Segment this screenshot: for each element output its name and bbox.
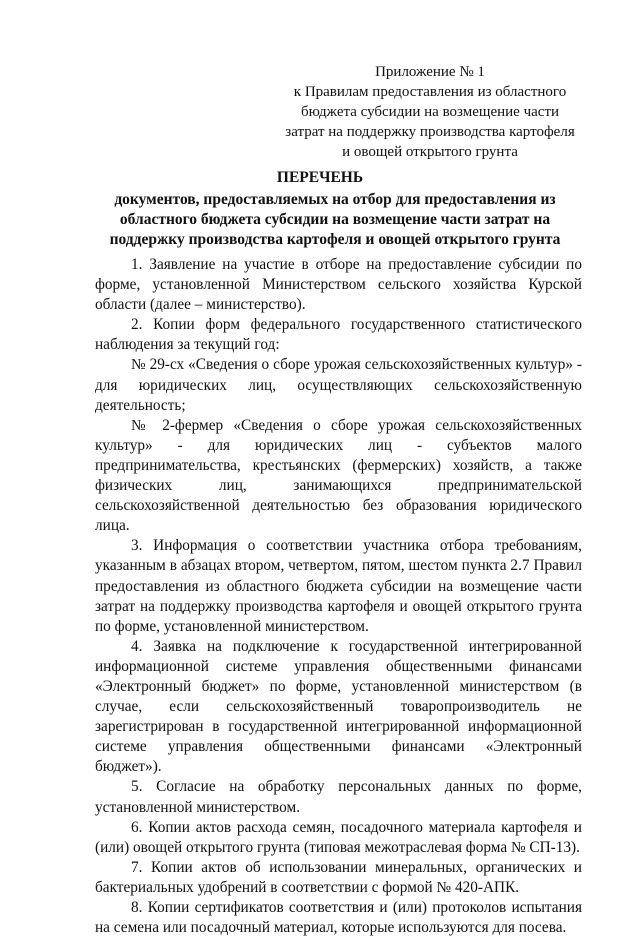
appendix-line: затрат на поддержку производства картофеля [285,124,575,140]
list-item: 4. Заявка на подключение к государственной интегрированной информационной системе управления общественными финансами «Электронный бюджет» по форме, установленной министерством (в случае, если сельскохозяйственный товаропроизводитель не зарегистрирован в государственной интегрированной информационной системе управления общественными финансами «Электронный бюджет»). [95,637,582,776]
appendix-line: бюджета субсидии на возмещение части [300,104,560,120]
list-item: 6. Копии актов расхода семян, посадочного материала картофеля и (или) овощей открытого грунта (типовая межотраслевая форма № СП-13). [95,818,582,856]
subtitle-line: поддержку производства картофеля и овощей открытого грунта [109,231,561,248]
subtitle-line: документов, предоставляемых на отбор для предоставления из [114,191,556,208]
document-title: ПЕРЕЧЕНЬ [276,169,364,186]
list-item: № 2-фермер «Сведения о сборе урожая сельскохозяйственных культур» - для юридических лиц - субъектов малого предпринимательства, крестьянских (фермерских) хозяйств, а также физических лиц, занимающихся предпринимательской сельскохозяйственной деятельностью без образования юридического лица. [95,416,582,535]
list-item: 3. Информация о соответствии участника отбора требованиям, указанным в абзацах втором, четвертом, пятом, шестом пункта 2.7 Правил предоставления из областного бюджета субсидии на возмещение части затрат на поддержку производства картофеля и овощей открытого грунта по форме, установленной министерством. [95,537,582,635]
appendix-line: к Правилам предоставления из областного [293,84,567,100]
list-item: 7. Копии актов об использовании минеральных, органических и бактериальных удобрений в соответствии с формой № 420-АПК. [95,858,582,896]
list-item: 5. Согласие на обработку персональных данных по форме, установленной министерством. [95,778,582,816]
appendix-header [270,62,590,162]
appendix-line: и овощей открытого грунта [342,144,518,160]
list-item: 2. Копии форм федерального государственного статистического наблюдения за текущий год: [95,316,582,354]
list-item: 8. Копии сертификатов соответствия и (или) протоколов испытания на семена или посадочный материал, которые используются для посева. [95,899,582,937]
subtitle-line: областного бюджета субсидии на возмещение части затрат на [119,211,551,228]
appendix-line: Приложение № 1 [375,64,485,80]
list-item: № 29-сх «Сведения о сборе урожая сельскохозяйственных культур» - для юридических лиц, осуществляющих сельскохозяйственную деятельность; [95,356,582,414]
document-subtitle [95,190,575,250]
list-item: 1. Заявление на участие в отборе на предоставление субсидии по форме, установленной Министерством сельского хозяйства Курской области (далее – министерство). [95,256,582,314]
document-body [95,255,582,938]
